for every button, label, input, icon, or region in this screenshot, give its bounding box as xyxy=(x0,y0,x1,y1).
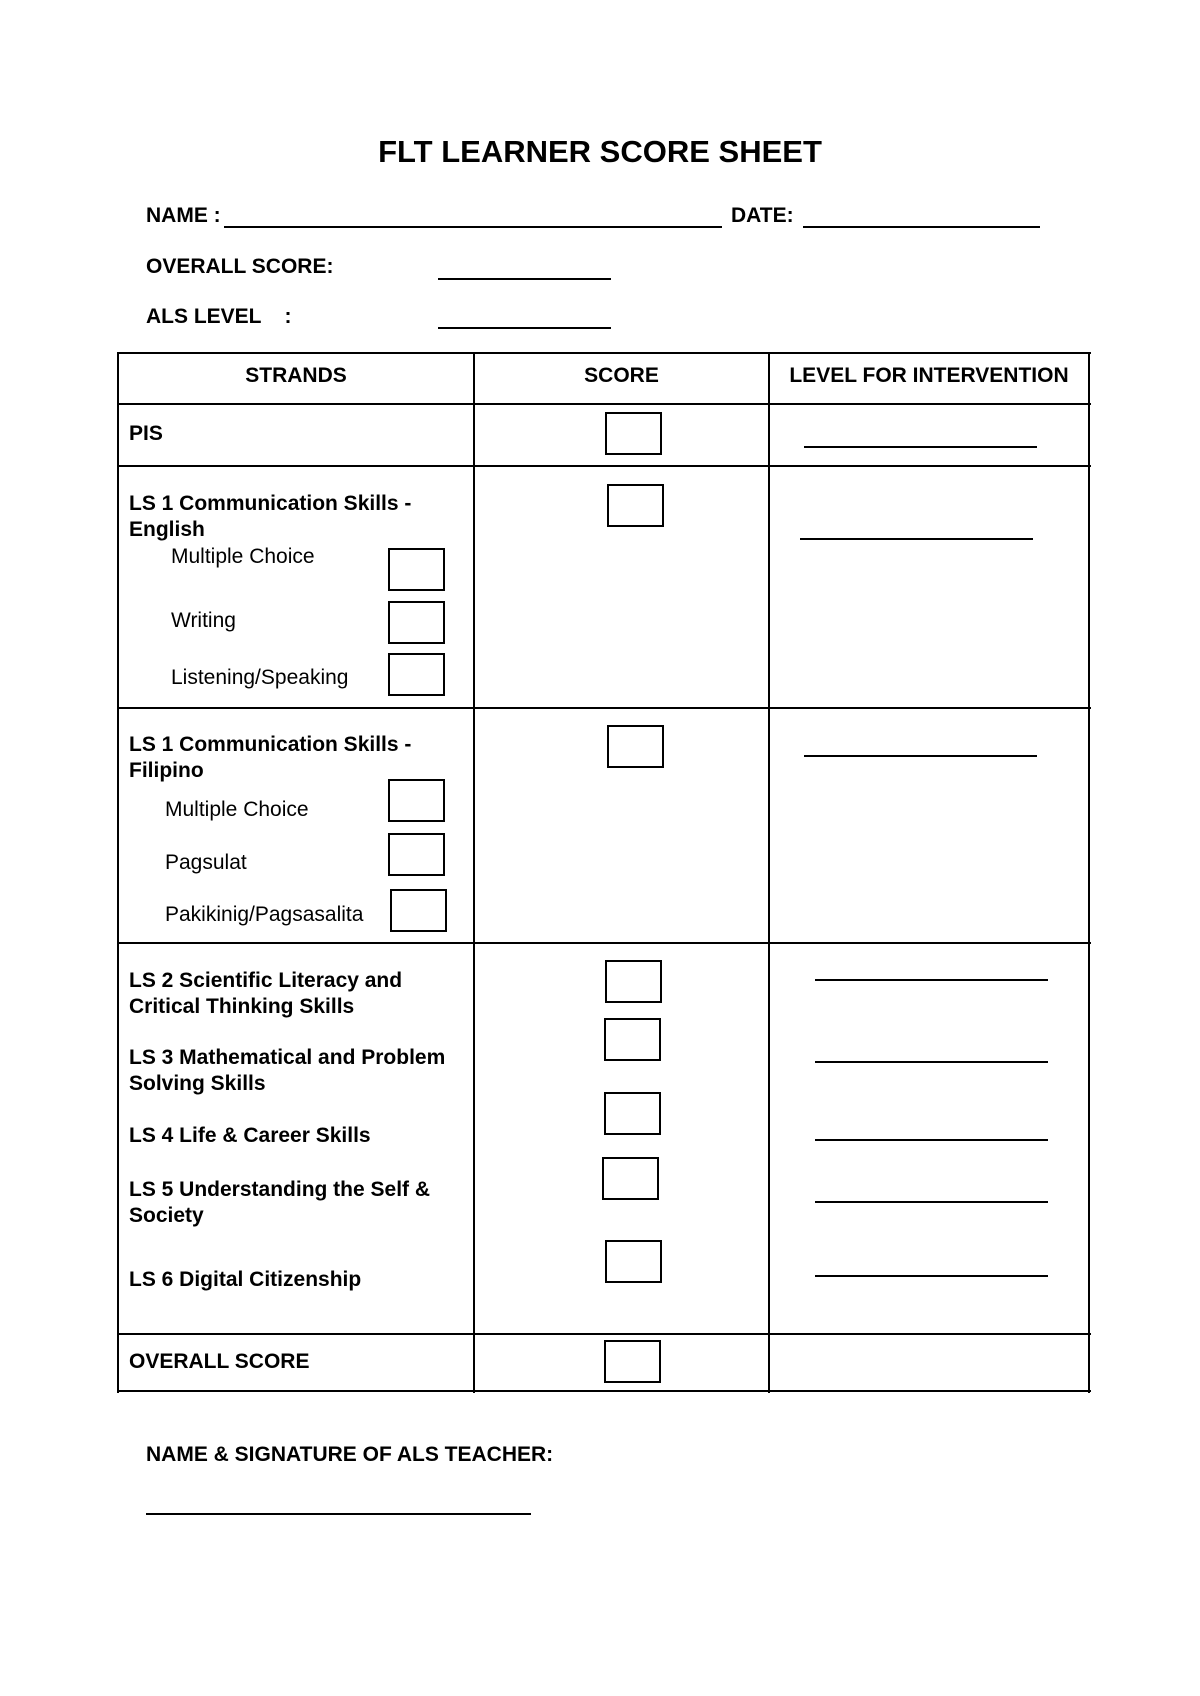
score-box-ls6[interactable] xyxy=(605,1240,662,1283)
score-box-ls5[interactable] xyxy=(602,1157,659,1200)
score-box-english[interactable] xyxy=(607,484,664,527)
level-line-ls5[interactable] xyxy=(815,1201,1048,1203)
strand-pis: PIS xyxy=(129,422,163,445)
page-title: FLT LEARNER SCORE SHEET xyxy=(378,134,822,169)
score-box-filipino-pakikinig[interactable] xyxy=(390,889,447,932)
date-field[interactable] xyxy=(803,226,1040,228)
level-line-ls3[interactable] xyxy=(815,1061,1048,1063)
table-row-divider xyxy=(118,465,1091,467)
score-box-filipino-pagsulat[interactable] xyxy=(388,833,445,876)
level-line-pis[interactable] xyxy=(804,446,1037,448)
score-box-ls3[interactable] xyxy=(604,1018,661,1061)
table-border-right xyxy=(1088,352,1090,1393)
score-box-ls2[interactable] xyxy=(605,960,662,1003)
score-box-ls4[interactable] xyxy=(604,1092,661,1135)
table-border-left xyxy=(117,352,119,1393)
sub-english-listening: Listening/Speaking xyxy=(171,666,349,689)
table-row-divider xyxy=(118,403,1091,405)
table-border-top xyxy=(118,352,1091,354)
score-box-english-listening[interactable] xyxy=(388,653,445,696)
strand-ls3: LS 3 Mathematical and Problem Solving Skills xyxy=(129,1046,446,1095)
name-label: NAME : xyxy=(146,204,221,227)
sub-filipino-multiple-choice: Multiple Choice xyxy=(165,798,309,821)
table-row-divider xyxy=(118,942,1091,944)
table-border-bottom xyxy=(118,1390,1091,1392)
overall-score-field[interactable] xyxy=(438,278,611,280)
score-box-filipino-multiple-choice[interactable] xyxy=(388,779,445,822)
level-line-ls6[interactable] xyxy=(815,1275,1048,1277)
strand-ls6: LS 6 Digital Citizenship xyxy=(129,1268,362,1291)
score-box-english-multiple-choice[interactable] xyxy=(388,548,445,591)
level-line-filipino[interactable] xyxy=(804,755,1037,757)
strand-overall-score: OVERALL SCORE xyxy=(129,1350,310,1373)
score-box-english-writing[interactable] xyxy=(388,601,445,644)
sub-english-multiple-choice: Multiple Choice xyxy=(171,545,315,568)
score-box-pis[interactable] xyxy=(605,412,662,455)
score-box-overall[interactable] xyxy=(604,1340,661,1383)
strand-english: LS 1 Communication Skills - English xyxy=(129,492,412,541)
als-level-label: ALS LEVEL : xyxy=(146,305,292,328)
teacher-signature-field[interactable] xyxy=(146,1513,531,1515)
overall-score-label: OVERALL SCORE: xyxy=(146,255,334,278)
strand-ls2: LS 2 Scientific Literacy and Critical Thinking Skills xyxy=(129,969,403,1018)
table-col-divider xyxy=(768,352,770,1393)
sub-filipino-pakikinig: Pakikinig/Pagsasalita xyxy=(165,903,364,926)
strand-ls4: LS 4 Life & Career Skills xyxy=(129,1124,371,1147)
table-row-divider xyxy=(118,1333,1091,1335)
sub-english-writing: Writing xyxy=(171,609,236,632)
column-header-strands: STRANDS xyxy=(245,364,347,387)
level-line-english[interactable] xyxy=(800,538,1033,540)
level-line-ls2[interactable] xyxy=(815,979,1048,981)
strand-ls5: LS 5 Understanding the Self & Society xyxy=(129,1178,431,1227)
level-line-ls4[interactable] xyxy=(815,1139,1048,1141)
strand-filipino: LS 1 Communication Skills - Filipino xyxy=(129,733,412,782)
date-label: DATE: xyxy=(731,204,794,227)
score-box-filipino[interactable] xyxy=(607,725,664,768)
table-row-divider xyxy=(118,707,1091,709)
als-level-field[interactable] xyxy=(438,327,611,329)
name-field[interactable] xyxy=(224,226,722,228)
column-header-level: LEVEL FOR INTERVENTION xyxy=(789,364,1069,387)
table-col-divider xyxy=(473,352,475,1393)
column-header-score: SCORE xyxy=(584,364,659,387)
teacher-signature-label: NAME & SIGNATURE OF ALS TEACHER: xyxy=(146,1443,554,1466)
sub-filipino-pagsulat: Pagsulat xyxy=(165,851,247,874)
